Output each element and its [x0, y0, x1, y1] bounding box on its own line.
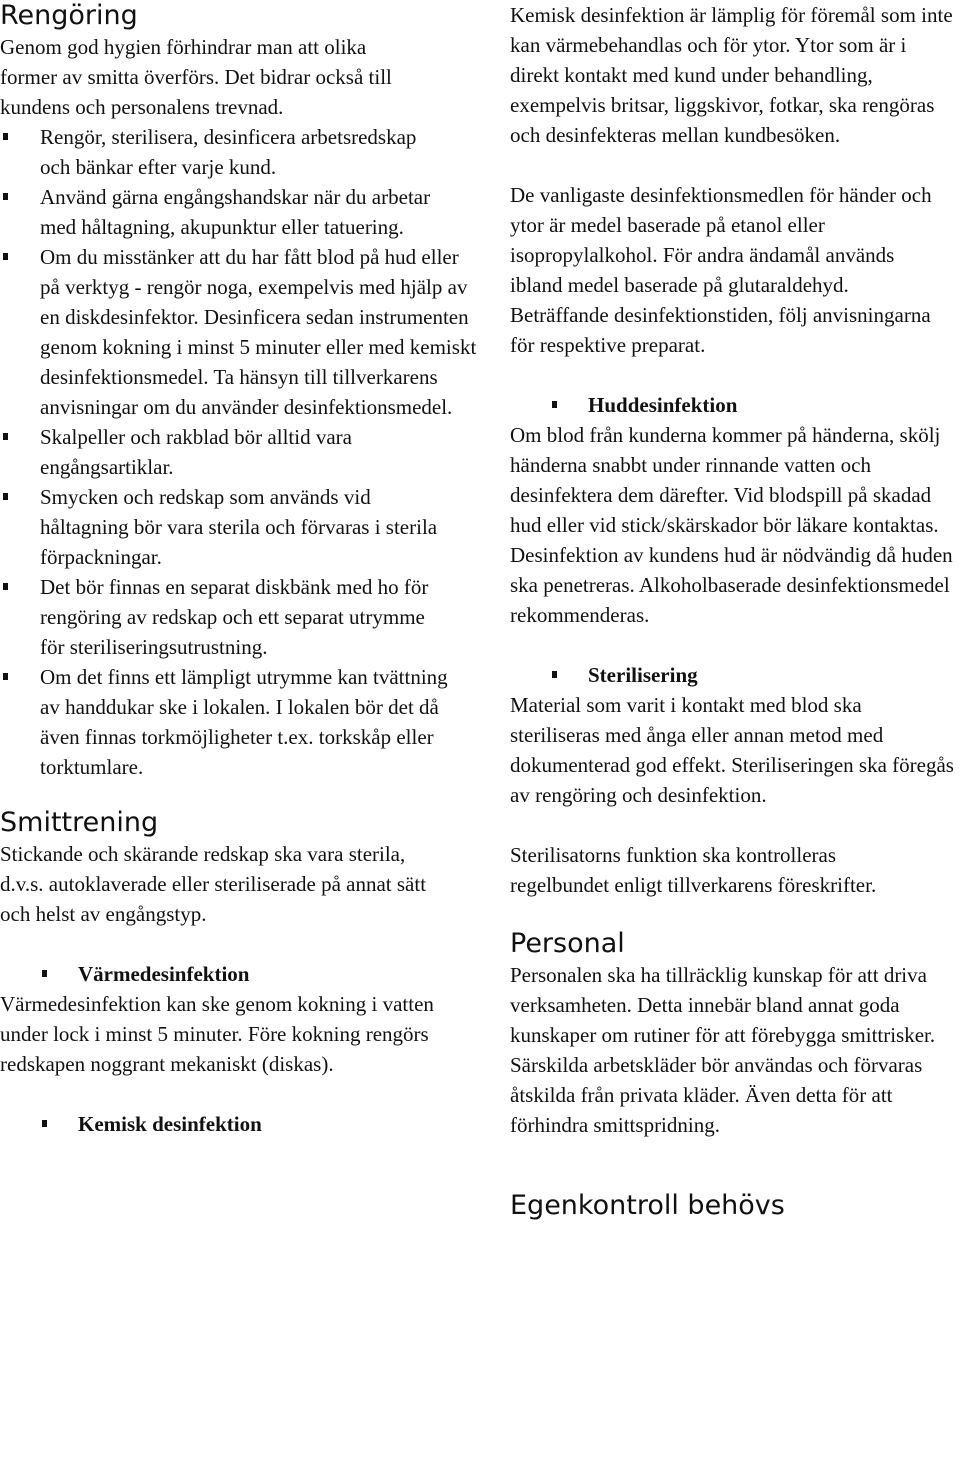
varmedesinfektion-text: Värmedesinfektion kan ske genom kokning i vatten under lock i minst 5 minuter. Före kokning rengörs redskapen noggrant mekaniskt (diskas). — [0, 992, 434, 1076]
square-bullet-icon — [42, 970, 47, 977]
list-item — [0, 662, 470, 782]
list-item-text: Använd gärna engångshandskar när du arbetar med håltagning, akupunktur eller tatuering. — [40, 185, 431, 239]
subheading-text: Sterilisering — [588, 663, 698, 687]
subheading-kemisk-desinfektion — [0, 1109, 470, 1139]
list-item-text: Rengör, sterilisera, desinficera arbetsredskap och bänkar efter varje kund. — [40, 125, 417, 179]
smittrening-intro: Stickande och skärande redskap ska vara sterila, d.v.s. autoklaverade eller steriliserade på annat sätt och helst av engångstyp. — [0, 842, 427, 926]
desinfektionsmedel-paragraph: De vanligaste desinfektionsmedlen för händer och ytor är medel baserade på etanol eller isopropylalkohol. För andra ändamål används ibland medel baserade på glutaraldehyd. Beträffande desinfektionstiden, följ anvisningarna för respektive preparat. — [510, 183, 932, 357]
subheading-text: Värmedesinfektion — [78, 962, 250, 986]
sterilisator-text: Sterilisatorns funktion ska kontrolleras regelbundet enligt tillverkarens föreskrifter. — [510, 843, 877, 897]
rengoring-intro: Genom god hygien förhindrar man att olika former av smitta överförs. Det bidrar också till kundens och personalens trevnad. — [0, 35, 392, 119]
section-heading-personal: Personal — [510, 928, 625, 959]
subheading-huddesinfektion — [510, 390, 960, 420]
section-heading-egenkontroll: Egenkontroll behövs — [510, 1190, 785, 1221]
square-bullet-icon — [3, 673, 8, 680]
square-bullet-icon — [3, 133, 8, 140]
square-bullet-icon — [552, 401, 557, 408]
subheading-varmedesinfektion — [0, 959, 470, 989]
subheading-sterilisering — [510, 660, 960, 690]
list-item — [0, 482, 445, 572]
square-bullet-icon — [3, 193, 8, 200]
list-item-text: Det bör finnas en separat diskbänk med ho för rengöring av redskap och ett separat utrymme för steriliseringsutrustning. — [40, 575, 429, 659]
list-item-text: Smycken och redskap som används vid håltagning bör vara sterila och förvaras i sterila förpackningar. — [40, 485, 438, 569]
square-bullet-icon — [552, 671, 557, 678]
sterilisering-text: Material som varit i kontakt med blod ska steriliseras med ånga eller annan metod med dokumenterad god effekt. Steriliseringen ska föregås av rengöring och desinfektion. — [510, 693, 954, 807]
personal-text: Personalen ska ha tillräcklig kunskap för att driva verksamheten. Detta innebär bland annat goda kunskaper om rutiner för att förebygga smittrisker. Särskilda arbetskläder bör användas och förvaras åtskilda från privata kläder. Även detta för att förhindra smittspridning. — [510, 963, 936, 1137]
rengoring-bullet-list — [0, 122, 477, 782]
list-item — [0, 572, 445, 662]
list-item — [0, 182, 465, 242]
section-heading-smittrening: Smittrening — [0, 807, 159, 838]
list-item — [0, 242, 480, 422]
square-bullet-icon — [3, 253, 8, 260]
list-item-text: Om du misstänker att du har fått blod på hud eller på verktyg - rengör noga, exempelvis med hjälp av en diskdesinfektor. Desinficera sedan instrumenten genom kokning i minst 5 minuter eller med kemiskt desinfektionsmedel. Ta hänsyn till tillverkarens anvisningar om du använder desinfektionsmedel. — [40, 245, 477, 419]
right-column — [510, 0, 960, 1222]
list-item — [0, 122, 425, 182]
left-column — [0, 0, 477, 1139]
list-item-text: Om det finns ett lämpligt utrymme kan tvättning av handdukar ske i lokalen. I lokalen bör det då även finnas torkmöjligheter t.ex. torkskåp eller torktumlare. — [40, 665, 448, 779]
square-bullet-icon — [42, 1120, 47, 1127]
list-item — [0, 422, 480, 482]
section-heading-rengoring: Rengöring — [0, 0, 138, 31]
kemisk-desinfektion-paragraph: Kemisk desinfektion är lämplig för föremål som inte kan värmebehandlas och för ytor. Ytor som är i direkt kontakt med kund under behandling, exempelvis britsar, liggskivor, fotkar, ska rengöras och desinfekteras mellan kundbesöken. — [510, 3, 953, 147]
list-item-text: Skalpeller och rakblad bör alltid vara engångsartiklar. — [40, 425, 352, 479]
square-bullet-icon — [3, 433, 8, 440]
huddesinfektion-text: Om blod från kunderna kommer på händerna, skölj händerna snabbt under rinnande vatten och desinfektera dem därefter. Vid blodspill på skadad hud eller vid stick/skärskador bör läkare kontaktas. Desinfektion av kundens hud är nödvändig då huden ska penetreras. Alkoholbaserade desinfektionsmedel rekommenderas. — [510, 423, 953, 627]
square-bullet-icon — [3, 583, 8, 590]
square-bullet-icon — [3, 493, 8, 500]
subheading-text: Huddesinfektion — [588, 393, 738, 417]
subheading-text: Kemisk desinfektion — [78, 1112, 262, 1136]
